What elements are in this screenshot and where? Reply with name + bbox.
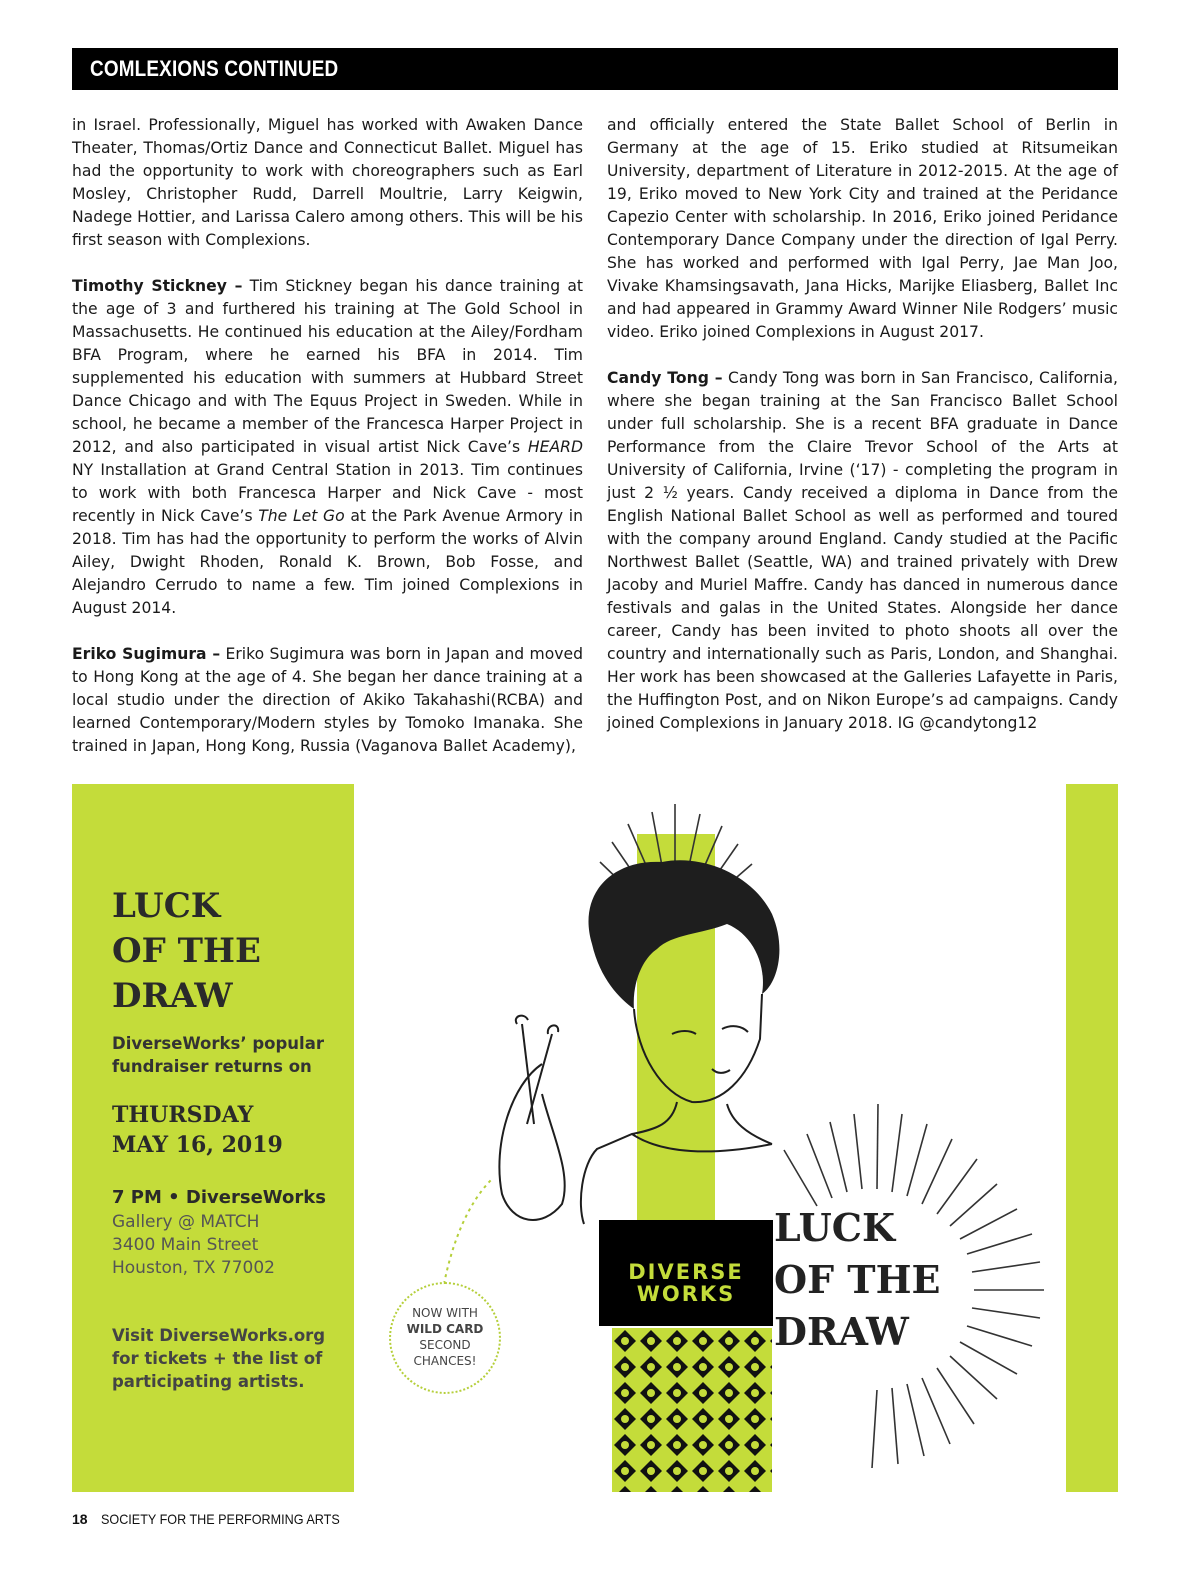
ad-title-line: OF THE <box>112 931 261 971</box>
ad-visit-line: participating artists. <box>112 1372 305 1391</box>
name-candy: Candy Tong – <box>607 369 723 387</box>
ad-visit-line: for tickets + the list of <box>112 1349 323 1368</box>
ad-title-line: DRAW <box>112 976 233 1016</box>
ad-venue-line: Gallery @ MATCH <box>112 1212 260 1232</box>
paragraph-timothy <box>72 275 583 620</box>
ad-venue-line: Houston, TX 77002 <box>112 1258 275 1278</box>
text-span: Candy Tong was born in San Francisco, California, where she began training at the San Francisco Ballet School under full scholarship. She is a recent BFA graduate in Dance Performance from the Claire Trevor School of the Arts at University of California, Irvine (‘17) - completing the program in just 2 ½ years. Candy received a diploma in Dance from the English National Ballet School as well as performed and toured with the company around England. Candy studied at the Pacific Northwest Ballet (Seattle, WA) and trained privately with Drew Jacoby and Muriel Maffre. Candy has danced in numerous dance festivals and galas in the United States. Alongside her dance career, Candy has been invited to photo shoots all over the country and internationally such as Paris, London, and Shanghai. Her work has been showcased at the Galleries Lafayette in Paris, the Huffington Post, and on Nikon Europe’s ad campaigns. Candy joined Complexions in January 2018. IG @candytong12 <box>607 369 1119 732</box>
ad-day: THURSDAY <box>112 1102 254 1128</box>
wild-card-badge <box>389 1282 501 1394</box>
logo-line: WORKS <box>636 1282 736 1306</box>
badge-line: CHANCES! <box>413 1354 477 1368</box>
ad-date-line: MAY 16, 2019 <box>112 1132 283 1158</box>
pattern-block <box>612 1328 772 1492</box>
name-eriko: Eriko Sugimura – <box>72 645 221 663</box>
left-column <box>72 114 583 781</box>
italic-heard: HEARD <box>527 438 583 456</box>
luck-of-the-draw-ad <box>72 784 1118 1492</box>
right-column <box>607 114 1118 758</box>
badge-line: NOW WITH <box>412 1306 478 1320</box>
logo-line: DIVERSE <box>628 1260 744 1284</box>
publication-name: SOCIETY FOR THE PERFORMING ARTS <box>101 1511 341 1527</box>
ad-big-title <box>774 1202 974 1358</box>
diverseworks-logo <box>599 1220 773 1326</box>
ad-time-venue: 7 PM • DiverseWorks <box>112 1187 326 1208</box>
paragraph-eriko-cont: and officially entered the State Ballet School of Berlin in Germany at the age of 15. Eriko studied at Ritsumeikan University, department of Literature in 2012-2015. At the age of 19, Eriko moved to New York City and trained at the Peridance Capezio Center with scholarship. In 2016, Eriko joined Peridance Contemporary Dance Company under the direction of Igal Perry. She has worked and performed with Igal Perry, Jae Man Joo, Vivake Khamsingsavath, Jana Hicks, Marijke Eliasberg, Ballet Inc and had appeared in Grammy Award Winner Nile Rodgers’ music video. Eriko joined Complexions in August 2017. <box>607 116 1118 341</box>
section-header <box>72 48 1118 90</box>
ad-subtitle-line: fundraiser returns on <box>112 1057 312 1076</box>
ad-big-title-line: LUCK <box>774 1205 896 1250</box>
text-span: Eriko Sugimura was born in Japan and moved to Hong Kong at the age of 4. She began her dance training at a local studio under the direction of Akiko Takahashi(RCBA) and learned Contemporary/Modern styles by Tomoko Imanaka. She trained in Japan, Hong Kong, Russia (Vaganova Ballet Academy), <box>72 645 583 755</box>
text-span: NY Installation at Grand Central Station in 2013. Tim continues to work with both Francesca Harper and Nick Cave - most recently in Nick Cave’s <box>72 461 583 525</box>
ad-venue-line: 3400 Main Street <box>112 1235 259 1255</box>
name-timothy: Timothy Stickney – <box>72 277 243 295</box>
italic-let-go: The Let Go <box>258 507 345 525</box>
page-footer <box>72 1511 367 1527</box>
ad-big-title-line: OF THE <box>774 1257 941 1302</box>
badge-line: WILD CARD <box>406 1322 484 1336</box>
badge-line: SECOND <box>419 1338 471 1352</box>
ad-title-line: LUCK <box>112 886 221 926</box>
paragraph-miguel: in Israel. Professionally, Miguel has worked with Awaken Dance Theater, Thomas/Ortiz Dance and Connecticut Ballet. Miguel has had the opportunity to work with choreographers such as Earl Mosley, Christopher Rudd, Darrell Moultrie, Larry Keigwin, Nadege Hottier, and Larissa Calero among others. This will be his first season with Complexions. <box>72 116 583 249</box>
text-span: at the Park Avenue Armory in 2018. Tim has had the opportunity to perform the works of Alvin Ailey, Dwight Rhoden, Ronald K. Brown, Bob Fosse, and Alejandro Cerrudo to name a few. Tim joined Complexions in August 2014. <box>72 507 584 617</box>
paragraph-eriko <box>72 643 583 758</box>
page-number: 18 <box>72 1511 88 1527</box>
text-span: Tim Stickney began his dance training at the age of 3 and furthered his training at The Gold School in Massachusetts. He continued his education at the Ailey/Fordham BFA Program, where he earned his BFA in 2014. Tim supplemented his education with summers at Hubbard Street Dance Chicago and with The Equus Project in Sweden. While in school, he became a member of the Francesca Harper Project in 2012, and also participated in visual artist Nick Cave’s <box>72 277 583 456</box>
sunburst-illustration <box>72 784 1118 1492</box>
section-title: COMLEXIONS CONTINUED <box>90 56 339 81</box>
ad-big-title-line: DRAW <box>774 1309 909 1354</box>
ad-visit-line: Visit DiverseWorks.org <box>112 1326 326 1345</box>
ad-subtitle-line: DiverseWorks’ popular <box>112 1034 324 1053</box>
paragraph-candy <box>607 367 1118 735</box>
